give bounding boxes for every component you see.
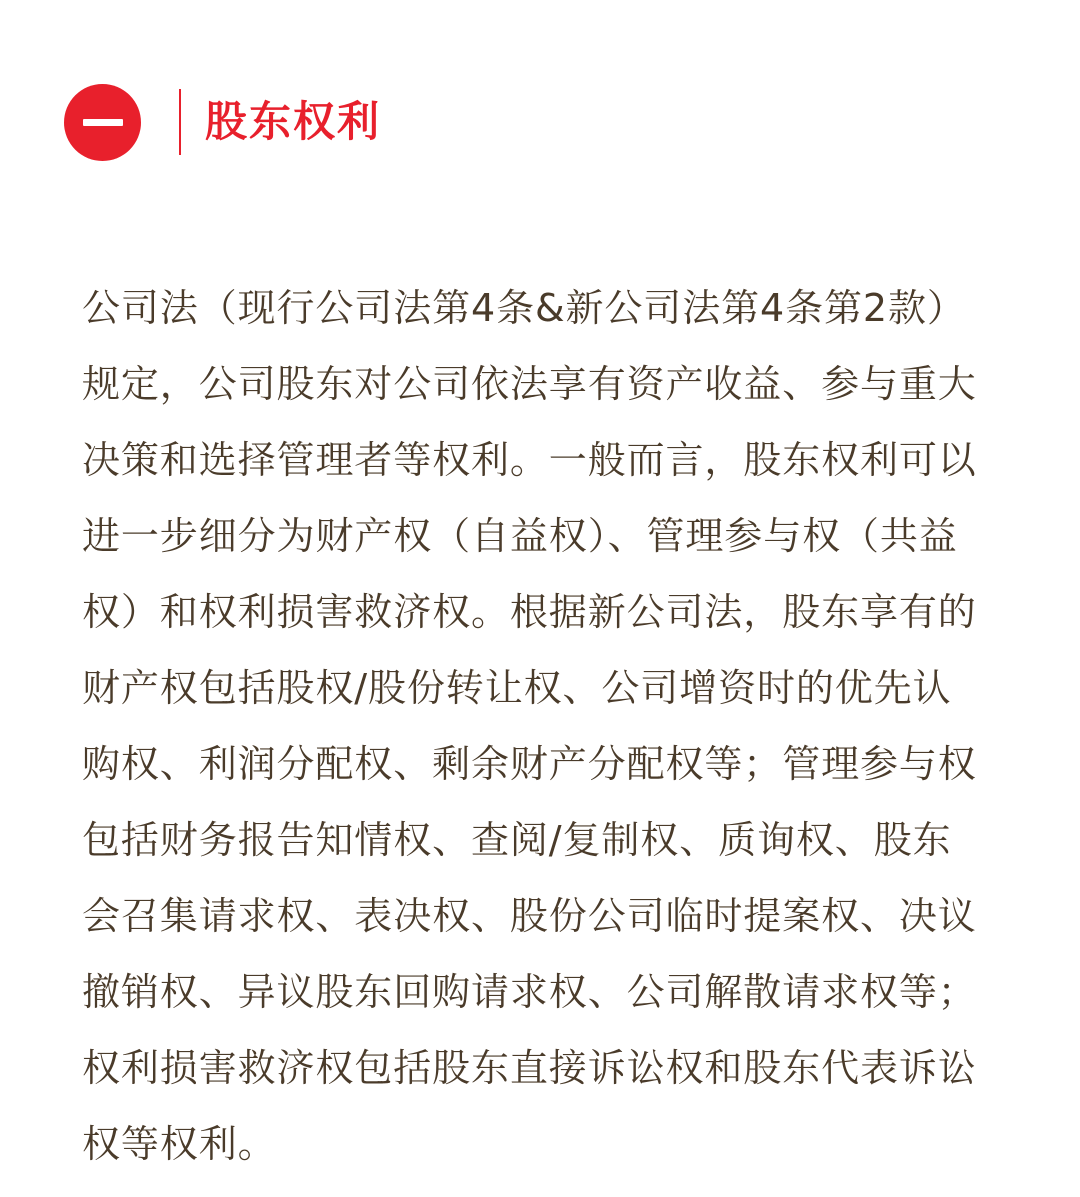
- section-title: 股东权利: [205, 97, 382, 146]
- body-paragraph: [82, 270, 998, 1182]
- body-line: 财产权包括股权/股份转让权、公司增资时的优先认: [82, 666, 952, 710]
- body-line: 权）和权利损害救济权。根据新公司法，股东享有的: [82, 590, 977, 634]
- body-line: 进一步细分为财产权（自益权）、管理参与权（共益: [82, 514, 958, 558]
- body-line: 公司法（现行公司法第4条&新公司法第4条第2款）: [82, 286, 966, 330]
- dash-icon: [83, 119, 123, 126]
- body-line: 权等权利。: [82, 1122, 277, 1166]
- body-line: 撤销权、异议股东回购请求权、公司解散请求权等；: [82, 970, 977, 1014]
- body-line: 决策和选择管理者等权利。一般而言，股东权利可以: [82, 438, 977, 482]
- body-line: 购权、利润分配权、剩余财产分配权等；管理参与权: [82, 742, 977, 786]
- section-header: [64, 84, 381, 160]
- body-line: 会召集请求权、表决权、股份公司临时提案权、决议: [82, 894, 977, 938]
- body-line: 包括财务报告知情权、查阅/复制权、质询权、股东: [82, 818, 952, 862]
- body-line: 权利损害救济权包括股东直接诉讼权和股东代表诉讼: [82, 1046, 977, 1090]
- header-divider: [179, 89, 181, 155]
- section-number-badge: [64, 84, 141, 161]
- body-line: 规定，公司股东对公司依法享有资产收益、参与重大: [82, 362, 977, 406]
